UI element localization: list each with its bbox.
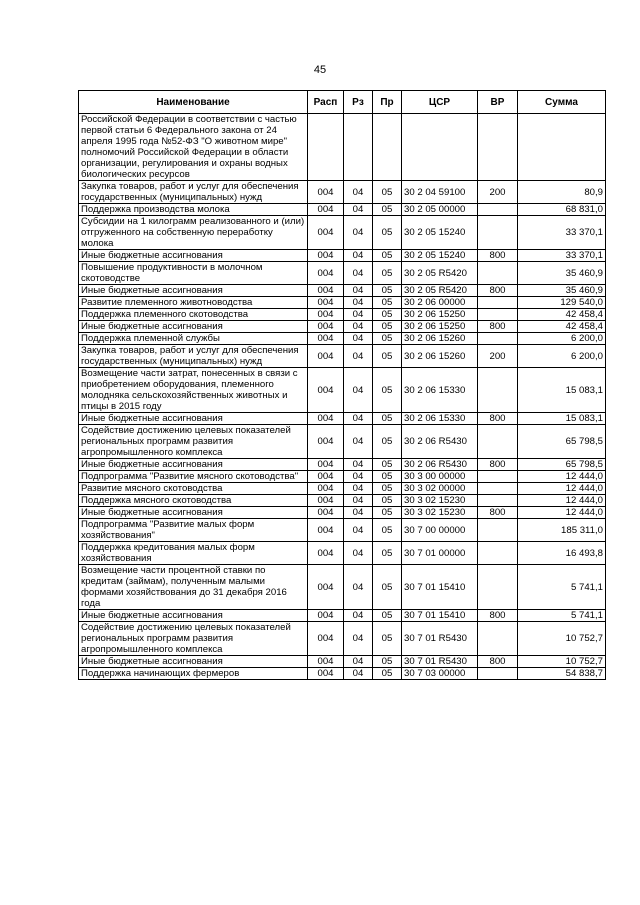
- cell-vr: [478, 425, 518, 459]
- cell-pr: 05: [373, 321, 402, 333]
- cell-sum: 33 370,1: [518, 250, 606, 262]
- table-row: [79, 413, 606, 425]
- table-row: [79, 542, 606, 565]
- cell-rz: 04: [344, 413, 373, 425]
- cell-sum: 65 798,5: [518, 459, 606, 471]
- cell-sum: 10 752,7: [518, 622, 606, 656]
- table-row: [79, 297, 606, 309]
- cell-rz: 04: [344, 507, 373, 519]
- cell-sum: 12 444,0: [518, 483, 606, 495]
- cell-csr: 30 2 04 59100: [402, 181, 478, 204]
- cell-name: Возмещение части процентной ставки по кредитам (займам), полученным малыми формами хозяйствования до 31 декабря 2016 года: [79, 565, 308, 610]
- cell-csr: 30 2 06 15330: [402, 413, 478, 425]
- cell-vr: [478, 495, 518, 507]
- cell-csr: 30 2 06 15250: [402, 309, 478, 321]
- table-row: [79, 321, 606, 333]
- cell-sum: 54 838,7: [518, 668, 606, 680]
- cell-name: Иные бюджетные ассигнования: [79, 285, 308, 297]
- table-row: [79, 216, 606, 250]
- cell-rasp: 004: [308, 610, 344, 622]
- cell-rasp: 004: [308, 285, 344, 297]
- cell-csr: 30 2 06 15260: [402, 333, 478, 345]
- table-row: [79, 114, 606, 181]
- cell-pr: 05: [373, 565, 402, 610]
- cell-rasp: 004: [308, 309, 344, 321]
- cell-sum: 33 370,1: [518, 216, 606, 250]
- cell-csr: 30 7 03 00000: [402, 668, 478, 680]
- header-csr: ЦСР: [402, 91, 478, 114]
- cell-csr: 30 2 06 R5430: [402, 425, 478, 459]
- cell-rz: 04: [344, 297, 373, 309]
- cell-csr: 30 2 05 15240: [402, 250, 478, 262]
- cell-vr: 200: [478, 181, 518, 204]
- cell-pr: 05: [373, 250, 402, 262]
- cell-name: Закупка товаров, работ и услуг для обеспечения государственных (муниципальных) нужд: [79, 345, 308, 368]
- cell-vr: 800: [478, 610, 518, 622]
- cell-csr: 30 3 02 15230: [402, 507, 478, 519]
- cell-name: Развитие мясного скотоводства: [79, 483, 308, 495]
- cell-rz: 04: [344, 309, 373, 321]
- cell-rz: 04: [344, 285, 373, 297]
- cell-rasp: 004: [308, 250, 344, 262]
- cell-name: Подпрограмма "Развитие мясного скотоводства": [79, 471, 308, 483]
- cell-rz: 04: [344, 622, 373, 656]
- cell-rz: 04: [344, 262, 373, 285]
- cell-csr: 30 7 01 00000: [402, 542, 478, 565]
- cell-sum: 6 200,0: [518, 333, 606, 345]
- cell-vr: 800: [478, 656, 518, 668]
- cell-pr: 05: [373, 668, 402, 680]
- cell-sum: 10 752,7: [518, 656, 606, 668]
- cell-rasp: 004: [308, 368, 344, 413]
- cell-name: Поддержка начинающих фермеров: [79, 668, 308, 680]
- cell-name: Иные бюджетные ассигнования: [79, 610, 308, 622]
- cell-csr: 30 2 05 15240: [402, 216, 478, 250]
- header-sum: Сумма: [518, 91, 606, 114]
- cell-rz: 04: [344, 610, 373, 622]
- cell-sum: 12 444,0: [518, 507, 606, 519]
- cell-name: Содействие достижению целевых показателей региональных программ развития агропромышленного комплекса: [79, 622, 308, 656]
- table-row: [79, 262, 606, 285]
- cell-sum: 185 311,0: [518, 519, 606, 542]
- cell-rasp: 004: [308, 565, 344, 610]
- cell-sum: 15 083,1: [518, 413, 606, 425]
- cell-sum: 65 798,5: [518, 425, 606, 459]
- cell-csr: 30 7 01 R5430: [402, 656, 478, 668]
- table-row: [79, 565, 606, 610]
- cell-vr: [478, 542, 518, 565]
- cell-sum: 129 540,0: [518, 297, 606, 309]
- table-row: [79, 495, 606, 507]
- cell-rz: 04: [344, 565, 373, 610]
- cell-vr: [478, 668, 518, 680]
- cell-name: Иные бюджетные ассигнования: [79, 250, 308, 262]
- table-row: [79, 368, 606, 413]
- cell-rz: 04: [344, 519, 373, 542]
- cell-csr: 30 7 01 15410: [402, 565, 478, 610]
- cell-sum: 68 831,0: [518, 204, 606, 216]
- cell-csr: 30 2 06 15250: [402, 321, 478, 333]
- table-row: [79, 459, 606, 471]
- cell-csr: 30 2 06 00000: [402, 297, 478, 309]
- cell-pr: 05: [373, 181, 402, 204]
- table-row: [79, 610, 606, 622]
- cell-rz: 04: [344, 321, 373, 333]
- cell-rasp: 004: [308, 204, 344, 216]
- cell-rasp: 004: [308, 483, 344, 495]
- cell-csr: 30 2 06 15260: [402, 345, 478, 368]
- table-row: [79, 471, 606, 483]
- cell-vr: [478, 622, 518, 656]
- cell-rasp: 004: [308, 507, 344, 519]
- table-row: [79, 181, 606, 204]
- header-rasp: Расп: [308, 91, 344, 114]
- header-vr: ВР: [478, 91, 518, 114]
- cell-vr: [478, 262, 518, 285]
- cell-rz: 04: [344, 216, 373, 250]
- cell-rasp: 004: [308, 519, 344, 542]
- cell-sum: 12 444,0: [518, 471, 606, 483]
- cell-sum: 12 444,0: [518, 495, 606, 507]
- cell-rasp: 004: [308, 333, 344, 345]
- cell-pr: 05: [373, 345, 402, 368]
- cell-rasp: 004: [308, 297, 344, 309]
- cell-rasp: 004: [308, 321, 344, 333]
- table-body: [79, 114, 606, 680]
- cell-vr: 800: [478, 250, 518, 262]
- cell-vr: 800: [478, 413, 518, 425]
- cell-rasp: 004: [308, 413, 344, 425]
- cell-rasp: 004: [308, 471, 344, 483]
- cell-name: Поддержка мясного скотоводства: [79, 495, 308, 507]
- cell-rz: 04: [344, 368, 373, 413]
- cell-csr: 30 2 05 00000: [402, 204, 478, 216]
- cell-vr: [478, 519, 518, 542]
- table-row: [79, 656, 606, 668]
- cell-vr: 800: [478, 285, 518, 297]
- cell-pr: 05: [373, 495, 402, 507]
- cell-vr: 800: [478, 459, 518, 471]
- cell-pr: 05: [373, 333, 402, 345]
- cell-vr: [478, 204, 518, 216]
- cell-pr: [373, 114, 402, 181]
- cell-sum: 42 458,4: [518, 309, 606, 321]
- cell-pr: 05: [373, 297, 402, 309]
- cell-name: Закупка товаров, работ и услуг для обеспечения государственных (муниципальных) нужд: [79, 181, 308, 204]
- cell-name: Поддержка производства молока: [79, 204, 308, 216]
- cell-vr: [478, 565, 518, 610]
- cell-vr: [478, 309, 518, 321]
- cell-name: Повышение продуктивности в молочном скотоводстве: [79, 262, 308, 285]
- cell-sum: 42 458,4: [518, 321, 606, 333]
- cell-sum: 80,9: [518, 181, 606, 204]
- cell-name: Поддержка племенного скотоводства: [79, 309, 308, 321]
- cell-rz: 04: [344, 425, 373, 459]
- cell-sum: 15 083,1: [518, 368, 606, 413]
- cell-rasp: 004: [308, 262, 344, 285]
- cell-pr: 05: [373, 656, 402, 668]
- cell-csr: 30 7 01 15410: [402, 610, 478, 622]
- cell-pr: 05: [373, 471, 402, 483]
- cell-pr: 05: [373, 368, 402, 413]
- cell-sum: 6 200,0: [518, 345, 606, 368]
- cell-rz: 04: [344, 668, 373, 680]
- table-row: [79, 333, 606, 345]
- cell-name: Возмещение части затрат, понесенных в связи с приобретением оборудования, племенного молодняка сельскохозяйственных животных и птицы в 2015 году: [79, 368, 308, 413]
- cell-name: Иные бюджетные ассигнования: [79, 507, 308, 519]
- cell-rz: 04: [344, 345, 373, 368]
- table-header-row: [79, 91, 606, 114]
- table-row: [79, 250, 606, 262]
- table-row: [79, 309, 606, 321]
- cell-vr: 200: [478, 345, 518, 368]
- cell-rz: 04: [344, 471, 373, 483]
- cell-csr: 30 3 02 00000: [402, 483, 478, 495]
- cell-rz: 04: [344, 204, 373, 216]
- cell-csr: 30 3 00 00000: [402, 471, 478, 483]
- cell-csr: 30 7 00 00000: [402, 519, 478, 542]
- cell-pr: 05: [373, 285, 402, 297]
- table-row: [79, 425, 606, 459]
- cell-name: Содействие достижению целевых показателей региональных программ развития агропромышленного комплекса: [79, 425, 308, 459]
- cell-vr: [478, 483, 518, 495]
- cell-csr: 30 2 05 R5420: [402, 262, 478, 285]
- cell-name: Иные бюджетные ассигнования: [79, 413, 308, 425]
- cell-pr: 05: [373, 425, 402, 459]
- cell-csr: 30 2 06 15330: [402, 368, 478, 413]
- cell-csr: 30 3 02 15230: [402, 495, 478, 507]
- cell-rasp: 004: [308, 656, 344, 668]
- cell-pr: 05: [373, 610, 402, 622]
- cell-sum: 35 460,9: [518, 285, 606, 297]
- cell-vr: 800: [478, 507, 518, 519]
- table-row: [79, 345, 606, 368]
- cell-vr: [478, 216, 518, 250]
- table-row: [79, 668, 606, 680]
- cell-rasp: 004: [308, 425, 344, 459]
- cell-sum: 5 741,1: [518, 610, 606, 622]
- cell-pr: 05: [373, 216, 402, 250]
- cell-rz: 04: [344, 181, 373, 204]
- table-row: [79, 622, 606, 656]
- cell-vr: [478, 114, 518, 181]
- cell-name: Подпрограмма "Развитие малых форм хозяйствования": [79, 519, 308, 542]
- cell-rasp: 004: [308, 542, 344, 565]
- header-name: Наименование: [79, 91, 308, 114]
- table-row: [79, 519, 606, 542]
- cell-vr: [478, 333, 518, 345]
- cell-rz: 04: [344, 333, 373, 345]
- cell-rasp: 004: [308, 622, 344, 656]
- cell-rasp: 004: [308, 345, 344, 368]
- cell-rasp: 004: [308, 459, 344, 471]
- cell-csr: 30 2 06 R5430: [402, 459, 478, 471]
- budget-table: [78, 90, 606, 680]
- cell-name: Поддержка племенной службы: [79, 333, 308, 345]
- cell-pr: 05: [373, 459, 402, 471]
- cell-pr: 05: [373, 622, 402, 656]
- cell-csr: [402, 114, 478, 181]
- cell-csr: 30 2 05 R5420: [402, 285, 478, 297]
- cell-rz: [344, 114, 373, 181]
- cell-pr: 05: [373, 542, 402, 565]
- cell-rasp: 004: [308, 216, 344, 250]
- cell-rasp: 004: [308, 495, 344, 507]
- cell-sum: [518, 114, 606, 181]
- cell-name: Российской Федерации в соответствии с частью первой статьи 6 Федерального закона от 24 апреля 1995 года №52-ФЗ "О животном мире" полномочий Российской Федерации в области организации, регулирования и охраны водных биологических ресурсов: [79, 114, 308, 181]
- cell-name: Иные бюджетные ассигнования: [79, 321, 308, 333]
- cell-rz: 04: [344, 542, 373, 565]
- cell-rz: 04: [344, 250, 373, 262]
- cell-rz: 04: [344, 495, 373, 507]
- cell-sum: 35 460,9: [518, 262, 606, 285]
- cell-rasp: 004: [308, 181, 344, 204]
- cell-rz: 04: [344, 459, 373, 471]
- cell-vr: [478, 297, 518, 309]
- header-rz: Рз: [344, 91, 373, 114]
- header-pr: Пр: [373, 91, 402, 114]
- cell-name: Иные бюджетные ассигнования: [79, 656, 308, 668]
- cell-pr: 05: [373, 204, 402, 216]
- cell-sum: 16 493,8: [518, 542, 606, 565]
- cell-pr: 05: [373, 309, 402, 321]
- cell-rz: 04: [344, 483, 373, 495]
- cell-vr: 800: [478, 321, 518, 333]
- cell-rasp: 004: [308, 668, 344, 680]
- table-row: [79, 483, 606, 495]
- cell-sum: 5 741,1: [518, 565, 606, 610]
- table-row: [79, 507, 606, 519]
- cell-name: Поддержка кредитования малых форм хозяйствования: [79, 542, 308, 565]
- table-row: [79, 285, 606, 297]
- cell-csr: 30 7 01 R5430: [402, 622, 478, 656]
- cell-pr: 05: [373, 519, 402, 542]
- cell-pr: 05: [373, 507, 402, 519]
- cell-name: Иные бюджетные ассигнования: [79, 459, 308, 471]
- cell-vr: [478, 368, 518, 413]
- cell-vr: [478, 471, 518, 483]
- cell-name: Развитие племенного животноводства: [79, 297, 308, 309]
- table-row: [79, 204, 606, 216]
- cell-pr: 05: [373, 483, 402, 495]
- page-number: 45: [313, 64, 327, 76]
- cell-rasp: [308, 114, 344, 181]
- cell-pr: 05: [373, 262, 402, 285]
- cell-rz: 04: [344, 656, 373, 668]
- cell-name: Субсидии на 1 килограмм реализованного и (или) отгруженного на собственную переработку молока: [79, 216, 308, 250]
- cell-pr: 05: [373, 413, 402, 425]
